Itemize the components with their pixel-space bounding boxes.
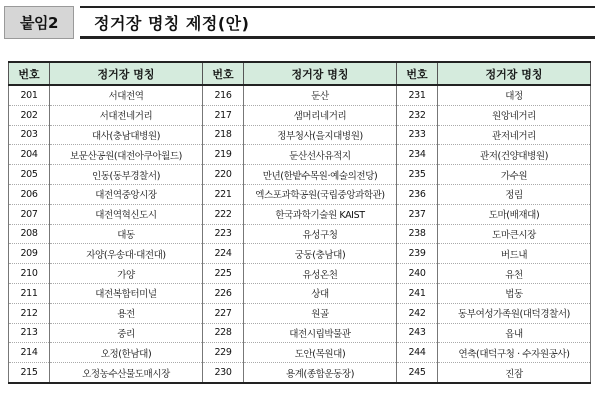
station-number-cell: 201 [9,85,50,105]
station-number-cell: 216 [203,85,244,105]
station-name-cell: 원앙네거리 [438,105,591,125]
station-number-cell: 235 [397,165,438,185]
station-number-cell: 242 [397,303,438,323]
table-row [9,204,591,224]
station-name-cell: 대동 [50,224,203,244]
station-number-cell: 214 [9,343,50,363]
station-number-cell: 223 [203,224,244,244]
station-number-cell: 230 [203,363,244,383]
station-name-cell: 상대 [244,283,397,303]
station-number-cell: 241 [397,283,438,303]
table-row [9,303,591,323]
station-name-cell: 관저(건양대병원) [438,145,591,165]
column-header-station-name: 정거장 명칭 [50,62,203,85]
station-name-cell: 가양 [50,264,203,284]
station-number-cell: 222 [203,204,244,224]
column-header-number: 번호 [9,62,50,85]
table-row [9,244,591,264]
station-name-cell: 오정(한남대) [50,343,203,363]
station-number-cell: 240 [397,264,438,284]
station-name-cell: 보문산공원(대전아쿠아월드) [50,145,203,165]
station-number-cell: 209 [9,244,50,264]
station-number-cell: 212 [9,303,50,323]
station-number-cell: 220 [203,165,244,185]
column-header-station-name: 정거장 명칭 [438,62,591,85]
station-number-cell: 236 [397,184,438,204]
station-name-cell: 궁동(충남대) [244,244,397,264]
station-name-cell: 도마(배재대) [438,204,591,224]
station-number-cell: 245 [397,363,438,383]
table-row [9,264,591,284]
document-title: 정거장 명칭 제정(안) [80,6,595,39]
station-number-cell: 243 [397,323,438,343]
station-number-cell: 233 [397,125,438,145]
station-number-cell: 226 [203,283,244,303]
station-name-cell: 대사(충남대병원) [50,125,203,145]
station-name-cell: 도마큰시장 [438,224,591,244]
station-number-cell: 238 [397,224,438,244]
station-number-cell: 219 [203,145,244,165]
station-name-cell: 대전시립박물관 [244,323,397,343]
table-row [9,145,591,165]
station-number-cell: 204 [9,145,50,165]
table-row [9,85,591,105]
station-number-cell: 231 [397,85,438,105]
station-name-cell: 동부여성가족원(대덕경찰서) [438,303,591,323]
station-name-cell: 대전복합터미널 [50,283,203,303]
station-number-cell: 205 [9,165,50,185]
station-number-cell: 211 [9,283,50,303]
station-name-cell: 용전 [50,303,203,323]
table-header-row [9,62,591,85]
station-name-cell: 엑스포과학공원(국립중앙과학관) [244,184,397,204]
station-name-cell: 진잠 [438,363,591,383]
table-row [9,184,591,204]
station-name-cell: 버드내 [438,244,591,264]
station-name-cell: 유성구청 [244,224,397,244]
station-number-cell: 208 [9,224,50,244]
column-header-number: 번호 [203,62,244,85]
station-number-cell: 217 [203,105,244,125]
attachment-badge: 붙임2 [4,6,74,39]
station-name-cell: 법동 [438,283,591,303]
station-number-cell: 221 [203,184,244,204]
station-name-cell: 중리 [50,323,203,343]
document-header [4,6,595,40]
column-header-station-name: 정거장 명칭 [244,62,397,85]
station-number-cell: 229 [203,343,244,363]
station-name-cell: 유성온천 [244,264,397,284]
table-row [9,363,591,383]
station-name-cell: 대전역혁신도시 [50,204,203,224]
station-name-cell: 유천 [438,264,591,284]
table-row [9,165,591,185]
table-row [9,125,591,145]
table-row [9,105,591,125]
station-name-cell: 도안(목원대) [244,343,397,363]
station-name-cell: 대정 [438,85,591,105]
station-number-cell: 218 [203,125,244,145]
station-number-cell: 210 [9,264,50,284]
station-name-cell: 만년(한밭수목원·예술의전당) [244,165,397,185]
station-name-cell: 용계(종합운동장) [244,363,397,383]
station-name-cell: 오정농수산물도매시장 [50,363,203,383]
table-row [9,283,591,303]
table-row [9,343,591,363]
station-number-cell: 234 [397,145,438,165]
station-name-cell: 정림 [438,184,591,204]
station-table-container [8,61,591,384]
station-name-cell: 한국과학기술원 KAIST [244,204,397,224]
table-body [9,85,591,383]
station-name-cell: 가수원 [438,165,591,185]
station-number-cell: 232 [397,105,438,125]
station-name-cell: 샘머리네거리 [244,105,397,125]
station-number-cell: 206 [9,184,50,204]
station-name-table [8,61,591,384]
table-row [9,323,591,343]
station-name-cell: 서대전네거리 [50,105,203,125]
station-number-cell: 202 [9,105,50,125]
station-name-cell: 둔산 [244,85,397,105]
station-number-cell: 225 [203,264,244,284]
station-name-cell: 자양(우송대·대전대) [50,244,203,264]
station-name-cell: 연축(대덕구청 · 수자원공사) [438,343,591,363]
station-number-cell: 227 [203,303,244,323]
station-name-cell: 정부청사(을지대병원) [244,125,397,145]
column-header-number: 번호 [397,62,438,85]
station-number-cell: 239 [397,244,438,264]
station-number-cell: 207 [9,204,50,224]
station-name-cell: 둔산선사유적지 [244,145,397,165]
station-number-cell: 224 [203,244,244,264]
station-number-cell: 213 [9,323,50,343]
station-name-cell: 읍내 [438,323,591,343]
station-name-cell: 원골 [244,303,397,323]
station-number-cell: 244 [397,343,438,363]
station-name-cell: 서대전역 [50,85,203,105]
station-name-cell: 관저네거리 [438,125,591,145]
station-number-cell: 215 [9,363,50,383]
station-number-cell: 237 [397,204,438,224]
station-number-cell: 228 [203,323,244,343]
station-number-cell: 203 [9,125,50,145]
table-row [9,224,591,244]
station-name-cell: 대전역중앙시장 [50,184,203,204]
station-name-cell: 인동(동부경찰서) [50,165,203,185]
